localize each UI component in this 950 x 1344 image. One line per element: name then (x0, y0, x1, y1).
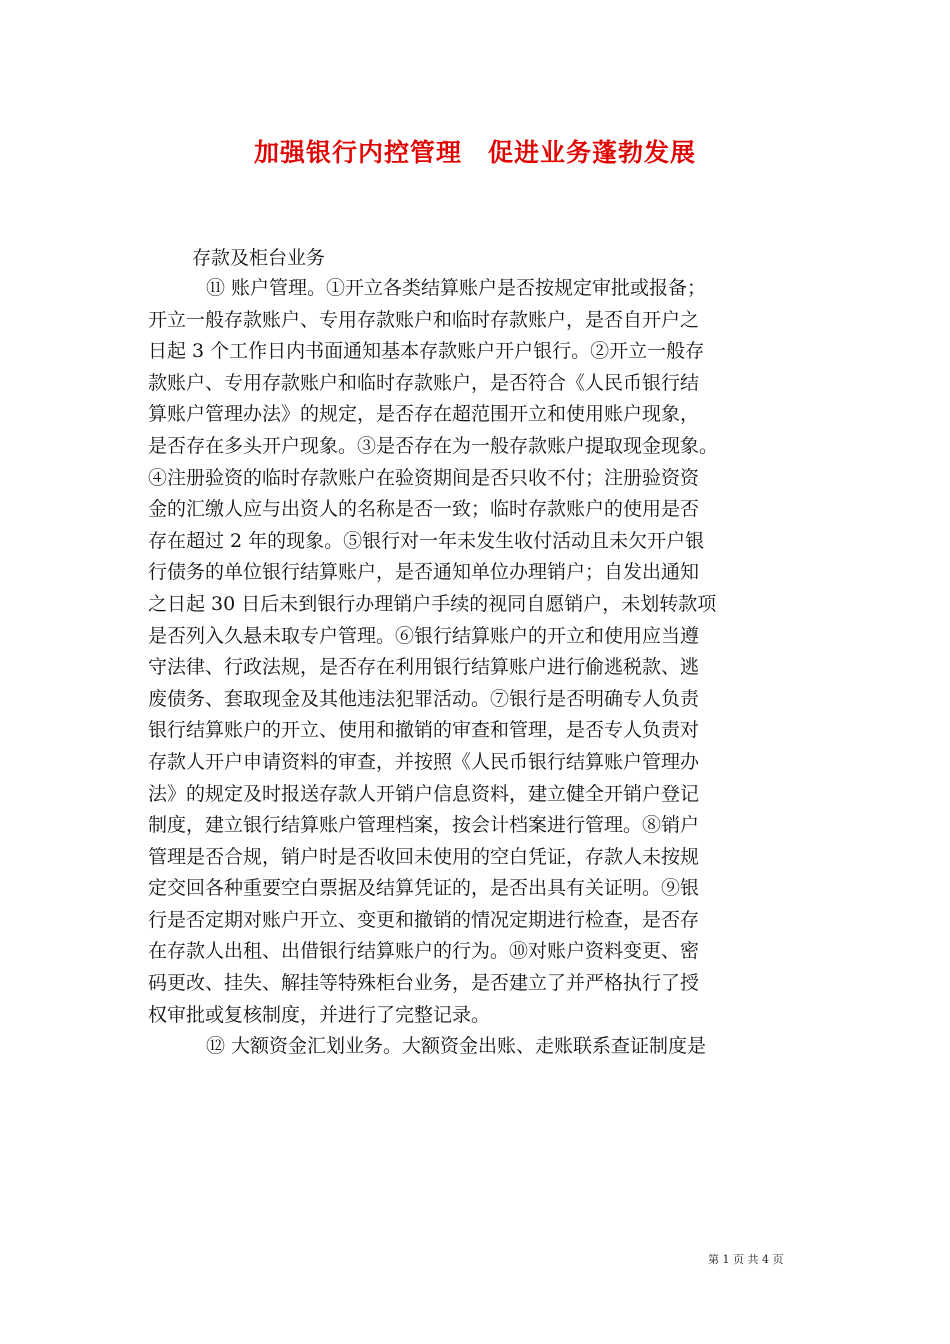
paragraph-line: 在存款人出租、出借银行结算账户的行为。⑩对账户资料变更、密 (148, 940, 700, 963)
paragraph-line: 款账户、专用存款账户和临时存款账户，是否符合《人民币银行结 (148, 371, 700, 394)
paragraph-line: 守法律、行政法规，是否存在利用银行结算账户进行偷逃税款、逃 (148, 656, 700, 679)
paragraph-line: 码更改、挂失、解挂等特殊柜台业务，是否建立了并严格执行了授 (148, 972, 700, 995)
section-heading: 存款及柜台业务 (192, 247, 326, 269)
paragraph-line: 算账户管理办法》的规定，是否存在超范围开立和使用账户现象， (148, 403, 700, 426)
paragraph-line: 之日起 30 日后未到银行办理销户手续的视同自愿销户，未划转款项 (148, 592, 717, 615)
paragraph-line: 金的汇缴人应与出资人的名称是否一致；临时存款账户的使用是否 (148, 498, 700, 521)
paragraph-line: 法》的规定及时报送存款人开销户信息资料，建立健全开销户登记 (148, 782, 700, 805)
paragraph-line: 是否列入久悬未取专户管理。⑥银行结算账户的开立和使用应当遵 (148, 624, 700, 647)
paragraph-line: 权审批或复核制度，并进行了完整记录。 (148, 1003, 491, 1026)
paragraph-line: 废债务、套取现金及其他违法犯罪活动。⑦银行是否明确专人负责 (148, 687, 700, 710)
paragraph-line: ⑪ 账户管理。①开立各类结算账户是否按规定审批或报备； (206, 277, 707, 299)
paragraph-line: 行是否定期对账户开立、变更和撤销的情况定期进行检查，是否存 (148, 908, 700, 931)
paragraph-line: 存款人开户申请资料的审查，并按照《人民币银行结算账户管理办 (148, 750, 700, 773)
document-body (148, 273, 828, 1063)
paragraph-line: 开立一般存款账户、专用存款账户和临时存款账户，是否自开户之 (148, 308, 700, 331)
paragraph-line: ④注册验资的临时存款账户在验资期间是否只收不付；注册验资资 (148, 466, 700, 489)
paragraph-line: 存在超过 2 年的现象。⑤银行对一年未发生收付活动且未欠开户银 (148, 529, 705, 552)
paragraph-line: 制度，建立银行结算账户管理档案，按会计档案进行管理。⑧销户 (148, 814, 700, 837)
document-title: 加强银行内控管理 促进业务蓬勃发展 (253, 138, 696, 167)
paragraph-line: 银行结算账户的开立、使用和撤销的审查和管理，是否专人负责对 (148, 719, 700, 742)
paragraph-line: 行债务的单位银行结算账户，是否通知单位办理销户；自发出通知 (148, 561, 700, 584)
paragraph-line: 是否存在多头开户现象。③是否存在为一般存款账户提取现金现象。 (148, 434, 719, 457)
paragraph-line: 管理是否合规，销户时是否收回未使用的空白凭证，存款人未按规 (148, 845, 700, 868)
paragraph-line: 定交回各种重要空白票据及结算凭证的，是否出具有关证明。⑨银 (148, 877, 700, 900)
paragraph-line: 日起 3 个工作日内书面通知基本存款账户开户银行。②开立一般存 (148, 340, 705, 363)
page-footer: 第 1 页 共 4 页 (708, 1253, 784, 1266)
paragraph-line: ⑫ 大额资金汇划业务。大额资金出账、走账联系查证制度是 (206, 1035, 707, 1058)
